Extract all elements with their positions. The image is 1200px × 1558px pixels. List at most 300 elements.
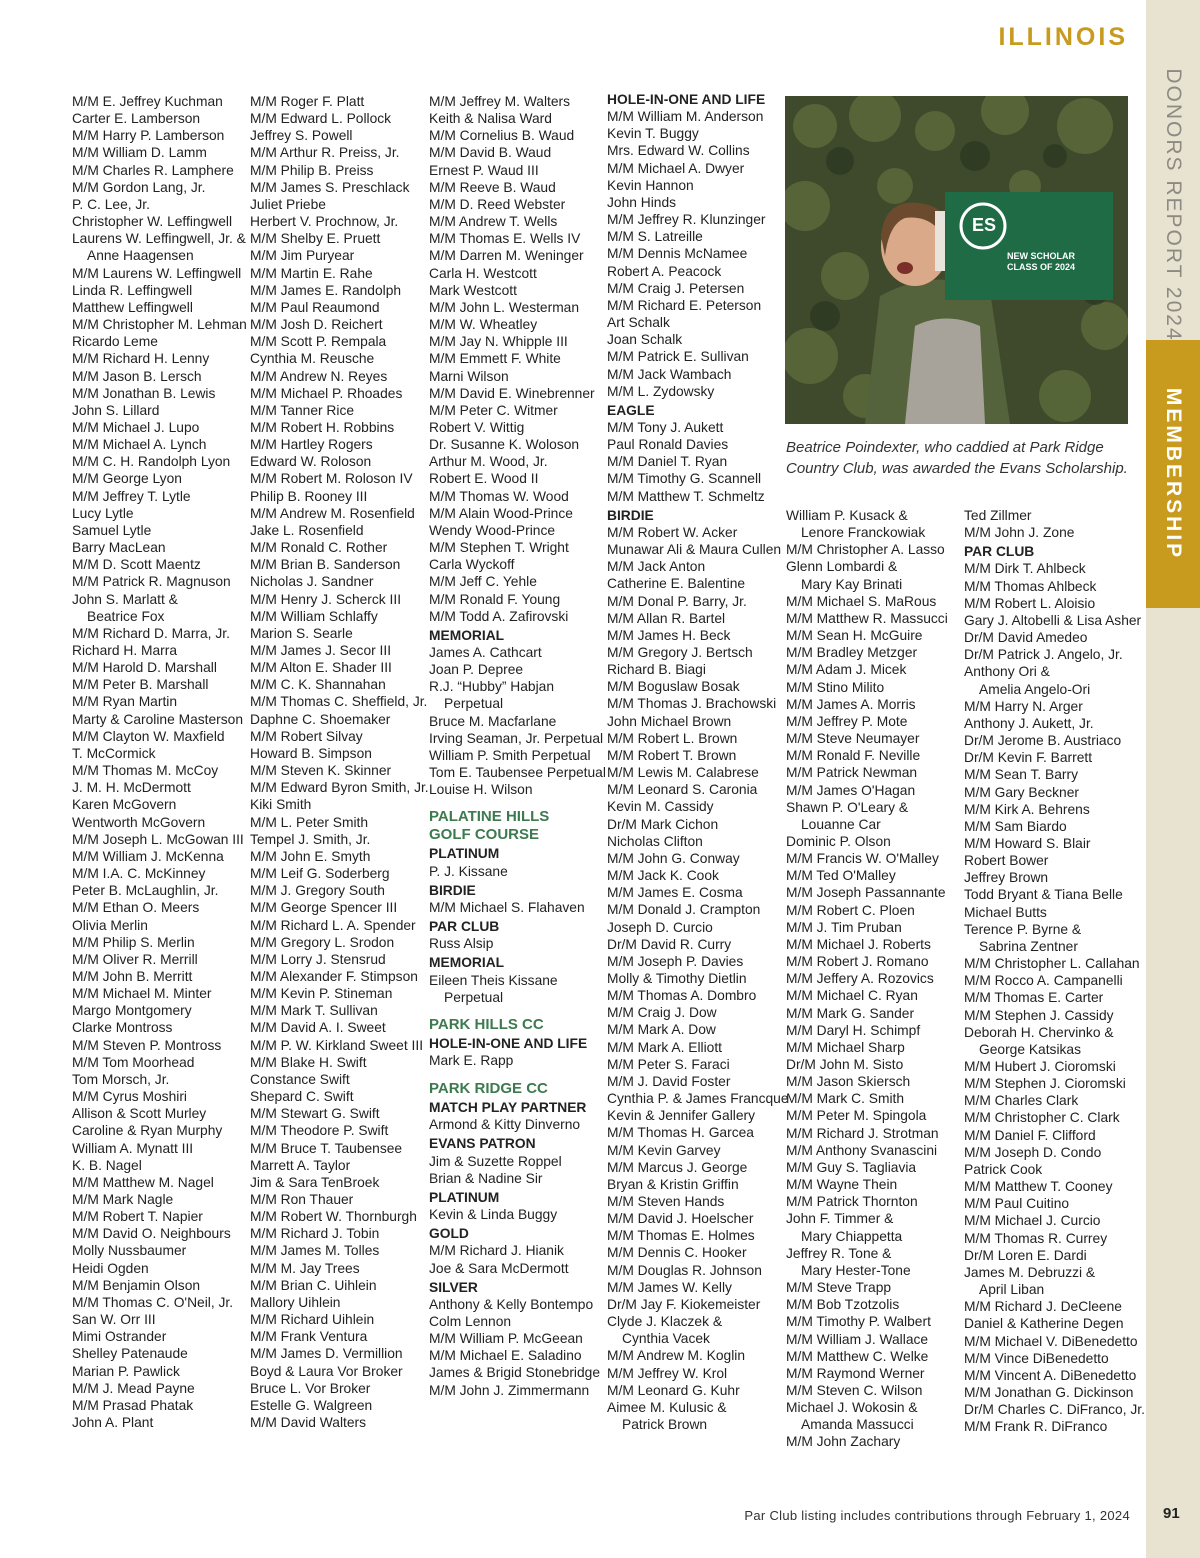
giving-level-heading: PAR CLUB [429, 919, 500, 935]
donor-name: M/M Patrick E. Sullivan [607, 349, 749, 365]
donor-name: Mallory Uihlein [250, 1294, 341, 1310]
donor-name: Arthur M. Wood, Jr. [429, 454, 548, 470]
donor-name: Matthew Leffingwell [72, 299, 193, 315]
donor-name: M/M Matthew R. Massucci [786, 610, 948, 626]
donor-name: M/M William J. Wallace [786, 1331, 929, 1347]
donor-name-continued: Anne Haagensen [87, 248, 194, 264]
donor-name: M/M Jeff C. Yehle [429, 574, 537, 590]
donor-name: M/M Raymond Werner [786, 1365, 925, 1381]
donor-name: Jim & Sara TenBroek [250, 1174, 380, 1190]
donor-name: M/M D. Scott Maentz [72, 557, 201, 573]
donor-name: Eileen Theis Kissane [429, 972, 558, 988]
donor-name: P. C. Lee, Jr. [72, 196, 150, 212]
donor-name: M/M Peter S. Faraci [607, 1056, 730, 1072]
donor-name: M/M Craig J. Petersen [607, 280, 745, 296]
donor-name: John A. Plant [72, 1415, 154, 1431]
donor-name: Gary J. Altobelli & Lisa Asher [964, 612, 1142, 628]
donor-name: Kevin & Linda Buggy [429, 1207, 558, 1223]
donor-name: M/M Anthony Svanascini [786, 1142, 938, 1158]
donor-name: Tom E. Taubensee Perpetual [429, 765, 606, 781]
donor-name: M/M Harry N. Arger [964, 698, 1083, 714]
donor-name: M/M Steve Trapp [786, 1280, 892, 1296]
donor-name: M/M Adam J. Micek [786, 662, 907, 678]
giving-level-heading: BIRDIE [607, 507, 654, 523]
donor-name: M/M William D. Lamm [72, 145, 207, 161]
donor-name: Cynthia M. Reusche [250, 351, 375, 367]
donor-name: M/M Richard L. A. Spender [250, 917, 416, 933]
donor-name: John Michael Brown [607, 713, 732, 729]
donor-name: M/M Daniel T. Ryan [607, 454, 728, 470]
donor-name: M/M Boguslaw Bosak [607, 679, 740, 695]
donor-name: Marion S. Searle [250, 625, 353, 641]
donor-name: M/M Jeffrey T. Lytle [72, 488, 191, 504]
donor-name: Nicholas Clifton [607, 833, 703, 849]
donor-name: Ted Zillmer [964, 508, 1032, 523]
donor-name-continued: April Liban [979, 1282, 1045, 1298]
donor-name: M/M Craig J. Dow [607, 1005, 717, 1021]
donor-name: John S. Lillard [72, 402, 160, 418]
donor-name: M/M James M. Tolles [250, 1243, 380, 1259]
donor-name: Samuel Lytle [72, 522, 152, 538]
donor-name: Jeffrey Brown [964, 870, 1049, 886]
donor-name: Estelle G. Walgreen [250, 1397, 373, 1413]
donor-name: Catherine E. Balentine [607, 576, 746, 592]
donor-name: M/M Steven Hands [607, 1194, 725, 1209]
donor-name: M/M William M. Anderson [607, 109, 764, 125]
donor-name: M/M Jeffrey P. Mote [786, 713, 908, 729]
donor-name: M/M M. Jay Trees [250, 1260, 360, 1276]
donor-name: M/M I.A. C. McKinney [72, 866, 206, 882]
donor-name: Juliet Priebe [250, 196, 326, 212]
donor-name: M/M Alton E. Shader III [250, 660, 392, 676]
donor-name: M/M Brian B. Sanderson [250, 557, 401, 573]
donor-name: M/M Joseph P. Davies [607, 953, 744, 969]
donor-name: M/M David O. Neighbours [72, 1226, 231, 1242]
donor-name: J. M. H. McDermott [72, 780, 191, 796]
donor-name: M/M Joseph Passannante [786, 885, 946, 901]
donor-name: M/M Michael J. Curcio [964, 1213, 1101, 1229]
donor-name: M/M Hubert J. Cioromski [964, 1059, 1116, 1074]
page-number: 91 [1163, 1505, 1180, 1522]
donor-name: M/M Brian C. Uihlein [250, 1277, 377, 1293]
donor-name: M/M Stephen J. Cioromski [964, 1076, 1126, 1092]
donor-name: M/M Scott P. Rempala [250, 334, 387, 350]
donor-name: Herbert V. Prochnow, Jr. [250, 214, 399, 230]
donor-name: M/M Peter M. Spingola [786, 1108, 927, 1124]
donor-name: Mrs. Edward W. Collins [607, 143, 750, 159]
donor-name: M/M Charles Clark [964, 1093, 1079, 1109]
club-heading: PARK HILLS CC [429, 1015, 544, 1033]
donor-name: M/M Harry P. Lamberson [72, 128, 225, 144]
donor-name: Glenn Lombardi & [786, 559, 898, 575]
donor-name: M/M Peter C. Witmer [429, 402, 558, 418]
donor-name: Robert A. Peacock [607, 263, 722, 279]
donor-name: William A. Mynatt III [72, 1140, 194, 1156]
donor-name: M/M Wayne Thein [786, 1177, 898, 1193]
donor-name: M/M Michael P. Rhoades [250, 385, 403, 401]
donor-name: M/M Charles R. Lamphere [72, 162, 234, 178]
donor-name: M/M Emmett F. White [429, 351, 561, 367]
donor-name: Dr/M Mark Cichon [607, 816, 719, 832]
donor-name: M/M Paul Reaumond [250, 299, 380, 315]
donor-name: Terence P. Byrne & [964, 921, 1082, 937]
donor-name: M/M Martin E. Rahe [250, 265, 373, 281]
donor-name: M/M Joseph L. McGowan III [72, 831, 244, 847]
donor-name: M/M Patrick Newman [786, 765, 918, 781]
donor-name: Daphne C. Shoemaker [250, 711, 391, 727]
donor-name: M/M Jeffrey R. Klunzinger [607, 212, 766, 228]
donor-name: M/M Stino Milito [786, 679, 885, 695]
donor-name-continued: Beatrice Fox [87, 608, 165, 624]
donor-name: M/M Alain Wood-Prince [429, 505, 573, 521]
donor-name: Kiki Smith [250, 797, 312, 813]
donor-name: M/M Christopher L. Callahan [964, 956, 1140, 972]
donor-name: M/M Oliver R. Merrill [72, 951, 198, 967]
donor-name: M/M Tom Moorhead [72, 1054, 195, 1070]
donor-name: M/M Richard Uihlein [250, 1312, 375, 1328]
donor-name: Colm Lennon [429, 1314, 512, 1329]
donor-name: M/M Michael S. Flahaven [429, 899, 585, 915]
giving-level-heading: PLATINUM [429, 846, 500, 862]
donor-name: M/M Lorry J. Stensrud [250, 951, 386, 967]
donor-name: M/M Thomas R. Currey [964, 1230, 1108, 1246]
donor-name: Dr/M Patrick J. Angelo, Jr. [964, 647, 1123, 663]
donor-name: M/M L. Peter Smith [250, 814, 369, 830]
donor-name: M/M George Lyon [72, 471, 182, 487]
donor-name: Mark Westcott [429, 282, 517, 298]
donor-name: M/M Thomas C. O'Neil, Jr. [72, 1294, 234, 1310]
photo-caption: Beatrice Poindexter, who caddied at Park Ridge Country Club, was awarded the Evans Scholarship. [786, 439, 1128, 477]
donor-name: M/M Robert W. Thornburgh [250, 1209, 417, 1225]
footer-note: Par Club listing includes contributions through February 1, 2024 [744, 1508, 1130, 1523]
donor-name: M/M Michael E. Saladino [429, 1348, 582, 1364]
donor-name: M/M Tanner Rice [250, 402, 355, 418]
donor-name: M/M Benjamin Olson [72, 1277, 201, 1293]
giving-level-heading: EVANS PATRON [429, 1136, 536, 1152]
donor-name: John F. Timmer & [786, 1211, 894, 1227]
donor-name: Edward W. Roloson [250, 454, 372, 470]
donor-name: M/M Andrew M. Koglin [607, 1348, 746, 1364]
donor-name: Richard H. Marra [72, 643, 178, 658]
donor-name: Tom Morsch, Jr. [72, 1071, 170, 1087]
donor-name: M/M Frank Ventura [250, 1329, 368, 1345]
donor-name: M/M P. W. Kirkland Sweet III [250, 1037, 424, 1053]
donor-name: M/M John J. Zimmermann [429, 1382, 590, 1398]
donor-name: M/M Frank R. DiFranco [964, 1419, 1108, 1435]
giving-level-heading: GOLD [429, 1226, 469, 1242]
donor-name: M/M Ron Thauer [250, 1192, 354, 1207]
donor-name: M/M George Spencer III [250, 900, 398, 916]
donor-name: Olivia Merlin [72, 917, 148, 933]
donor-name: M/M Philip B. Preiss [250, 162, 374, 178]
donor-name: M/M Daryl H. Schimpf [786, 1022, 921, 1038]
donor-name: M/M Jack Anton [607, 559, 706, 575]
donor-name: M/M W. Wheatley [429, 317, 538, 333]
donor-name: Wentworth McGovern [72, 814, 206, 830]
donor-name: M/M Arthur R. Preiss, Jr. [250, 145, 400, 161]
donor-name: Robert E. Wood II [429, 471, 539, 487]
donor-name: M/M J. Mead Payne [72, 1380, 195, 1396]
donor-name-continued: Perpetual [444, 696, 504, 712]
donor-name: M/M J. Tim Pruban [786, 919, 902, 935]
donor-name: Carter E. Lamberson [72, 111, 201, 127]
donor-name: M/M William Schlaffy [250, 608, 378, 624]
donor-name: M/M Robert H. Robbins [250, 419, 395, 435]
giving-level-heading: SILVER [429, 1279, 478, 1295]
donor-name: M/M Richard J. Hianik [429, 1243, 564, 1259]
club-heading: PARK RIDGE CC [429, 1079, 548, 1097]
donor-name: Dr/M Kevin F. Barrett [964, 750, 1093, 766]
flag-text [1007, 251, 1075, 273]
donor-name: Mimi Ostrander [72, 1329, 167, 1345]
donor-name: M/M Mark A. Elliott [607, 1039, 722, 1055]
donor-name: Kevin T. Buggy [607, 126, 699, 142]
donor-name: P. J. Kissane [429, 863, 508, 879]
donor-name: Armond & Kitty Dinverno [429, 1117, 581, 1133]
donor-name: M/M Patrick R. Magnuson [72, 574, 231, 590]
donor-column-4 [607, 91, 789, 1433]
flag-line-1: NEW SCHOLAR [1007, 251, 1075, 261]
donor-name: M/M L. Zydowsky [607, 383, 715, 399]
donor-name: M/M Ethan O. Meers [72, 900, 200, 916]
donor-name: Daniel & Katherine Degen [964, 1316, 1124, 1332]
donor-name: M/M Michael Sharp [786, 1039, 905, 1055]
donor-name: Howard B. Simpson [250, 745, 372, 761]
giving-level-heading: MEMORIAL [429, 955, 505, 971]
donor-name: Aimee M. Kulusic & [607, 1399, 727, 1415]
donor-name: M/M Richard J. Strotman [786, 1125, 939, 1141]
giving-level-heading: HOLE-IN-ONE AND LIFE [429, 1036, 588, 1052]
donor-name: James A. Cathcart [429, 645, 542, 660]
donor-name-continued: Amelia Angelo-Ori [979, 681, 1091, 697]
donor-name-continued: George Katsikas [979, 1041, 1081, 1057]
donor-name: Paul Ronald Davies [607, 437, 729, 453]
donor-name: M/M Ronald F. Young [429, 591, 561, 607]
donor-name: M/M Richard H. Lenny [72, 351, 210, 367]
donor-name: M/M Christopher M. Lehman [72, 317, 247, 333]
donor-name: Shelley Patenaude [72, 1346, 188, 1362]
donor-name: Robert V. Wittig [429, 419, 525, 435]
donor-name: M/M Dennis C. Hooker [607, 1245, 747, 1261]
donor-name: Heidi Ogden [72, 1260, 149, 1276]
donor-name: M/M Jeffery A. Rozovics [786, 971, 934, 987]
donor-name: M/M James O'Hagan [786, 782, 916, 798]
donor-name: Karen McGovern [72, 797, 177, 813]
donor-name: Anthony Ori & [964, 664, 1050, 680]
donor-name: M/M Michael M. Minter [72, 986, 212, 1002]
donor-name: Joe & Sara McDermott [429, 1260, 569, 1276]
donor-column-3 [429, 93, 606, 1399]
donor-name: Christopher W. Leffingwell [72, 214, 233, 230]
donor-name: M/M Robert C. Ploen [786, 902, 915, 918]
donor-name: Bruce L. Vor Broker [250, 1380, 371, 1396]
donor-name: M/M Joseph D. Condo [964, 1144, 1102, 1160]
donor-name: M/M Thomas J. Brachowski [607, 696, 777, 712]
donor-name: M/M Roger F. Platt [250, 94, 365, 109]
donor-name: M/M Robert W. Acker [607, 524, 738, 540]
donor-name: M/M Allan R. Bartel [607, 610, 726, 626]
donor-name: Kevin & Jennifer Gallery [607, 1108, 755, 1124]
giving-level-heading: MEMORIAL [429, 627, 505, 643]
donor-name: M/M Donald J. Crampton [607, 902, 761, 918]
giving-level-heading: EAGLE [607, 402, 655, 418]
donor-name: M/M Kevin P. Stineman [250, 986, 393, 1002]
donor-name: M/M Theodore P. Swift [250, 1123, 389, 1139]
donor-name-continued: Louanne Car [801, 816, 881, 832]
donor-name: Louise H. Wilson [429, 782, 533, 798]
donor-name: Shepard C. Swift [250, 1089, 354, 1105]
donor-name: Robert Bower [964, 853, 1049, 869]
donor-name: M/M Gregory L. Srodon [250, 934, 395, 950]
donor-name: San W. Orr III [72, 1312, 156, 1328]
donor-name-continued: Cynthia Vacek [622, 1331, 710, 1347]
donor-name: Dr/M John M. Sisto [786, 1057, 904, 1072]
donor-name: M/M Howard S. Blair [964, 835, 1091, 851]
donor-column-1 [72, 93, 247, 1431]
donor-name: M/M Prasad Phatak [72, 1397, 194, 1413]
club-heading: PALATINE HILLS [429, 808, 550, 826]
donor-name: M/M James H. Beck [607, 627, 731, 643]
donor-name: Michael J. Wokosin & [786, 1400, 918, 1416]
donor-name: M/M Thomas C. Sheffield, Jr. [250, 694, 428, 710]
donor-name: M/M Sam Biardo [964, 818, 1067, 834]
donor-name: M/M Robert J. Romano [786, 954, 929, 970]
donor-name: Laurens W. Leffingwell, Jr. & [72, 231, 246, 247]
donor-name: M/M Michael S. MaRous [786, 593, 937, 609]
donor-name: Brian & Nadine Sir [429, 1170, 543, 1186]
donor-name: M/M Jack Wambach [607, 366, 732, 382]
donor-name: M/M Christopher A. Lasso [786, 542, 945, 558]
report-label: DONORS REPORT 2024 [1162, 68, 1185, 342]
donor-name: M/M Lewis M. Calabrese [607, 765, 759, 781]
donor-name: M/M James E. Randolph [250, 282, 402, 298]
donor-name: M/M Thomas E. Wells IV [429, 231, 581, 247]
donor-name: Lucy Lytle [72, 505, 134, 521]
giving-level-heading: HOLE-IN-ONE AND LIFE [607, 92, 766, 107]
donor-name: M/M Clayton W. Maxfield [72, 728, 225, 744]
donor-name: M/M Thomas Ahlbeck [964, 578, 1097, 594]
donor-name: M/M E. Jeffrey Kuchman [72, 94, 223, 109]
donor-name: Jake L. Rosenfield [250, 522, 364, 538]
donor-name: William P. Kusack & [786, 508, 908, 523]
donor-name: Bruce M. Macfarlane [429, 713, 557, 729]
donor-name: Constance Swift [250, 1071, 350, 1087]
flag-logo: ES [972, 215, 997, 235]
donor-name: M/M Gary Beckner [964, 784, 1079, 800]
donor-name: M/M Mark Nagle [72, 1192, 174, 1207]
donor-name: Peter B. McLaughlin, Jr. [72, 883, 219, 899]
donor-name: M/M C. K. Shannahan [250, 677, 386, 693]
donor-name: Jeffrey R. Tone & [786, 1245, 892, 1261]
donor-name: Michael Butts [964, 904, 1047, 920]
donor-name: M/M Michael A. Lynch [72, 437, 207, 453]
donor-column-2 [250, 93, 429, 1431]
donor-name: M/M Philip S. Merlin [72, 934, 195, 950]
donor-name: M/M Robert L. Brown [607, 730, 738, 746]
donor-name: M/M Robert Silvay [250, 728, 363, 744]
donor-column-5 [786, 507, 958, 1451]
giving-level-heading: PAR CLUB [964, 544, 1035, 560]
donor-name: M/M Jack K. Cook [607, 868, 719, 884]
donor-name: M/M James W. Kelly [607, 1279, 732, 1295]
scholar-photo [785, 96, 1128, 424]
donor-name: M/M Robert T. Brown [607, 747, 737, 763]
donor-name: M/M Gordon Lang, Jr. [72, 179, 206, 195]
donor-name: M/M Hartley Rogers [250, 437, 373, 453]
donor-name: M/M Robert T. Napier [72, 1209, 203, 1225]
donor-name: M/M Tony J. Aukett [607, 419, 724, 435]
donor-name: Dr/M Charles C. DiFranco, Jr. [964, 1402, 1145, 1418]
donor-name: Jeffrey S. Powell [250, 128, 353, 144]
donor-name: M/M John G. Conway [607, 850, 740, 866]
donor-name: M/M Matthew C. Welke [786, 1348, 929, 1364]
donor-column-6 [964, 507, 1145, 1435]
donor-name: M/M Francis W. O'Malley [786, 851, 939, 867]
donor-name: M/M Michael V. DiBenedetto [964, 1333, 1138, 1349]
donor-name: M/M Jeffrey M. Walters [429, 94, 571, 109]
donor-name: M/M Timothy P. Walbert [786, 1314, 931, 1330]
donor-name: M/M Blake H. Swift [250, 1054, 367, 1070]
donor-name: M/M Mark C. Smith [786, 1091, 905, 1107]
donor-name: Joan P. Depree [429, 662, 524, 678]
donor-name-continued: Mary Kay Brinati [801, 576, 903, 592]
donor-name: Keith & Nalisa Ward [429, 111, 552, 127]
donor-name: M/M Michael A. Dwyer [607, 160, 745, 176]
donor-name: Anthony & Kelly Bontempo [429, 1296, 594, 1312]
donor-name: M/M Guy S. Tagliavia [786, 1159, 917, 1175]
donor-name: M/M Josh D. Reichert [250, 317, 383, 333]
donor-name: Irving Seaman, Jr. Perpetual [429, 730, 604, 746]
donor-name: M/M David B. Waud [429, 145, 552, 161]
donor-name: Joan Schalk [607, 332, 683, 348]
donor-name: Mark E. Rapp [429, 1053, 514, 1069]
donor-name: Caroline & Ryan Murphy [72, 1123, 223, 1139]
donor-name: M/M Kirk A. Behrens [964, 801, 1090, 817]
donor-name: Allison & Scott Murley [72, 1106, 207, 1122]
donor-name: Tempel J. Smith, Jr. [250, 831, 371, 847]
donor-name: Richard B. Biagi [607, 662, 706, 678]
donor-name: M/M Matthew T. Schmeltz [607, 488, 765, 504]
donor-name: K. B. Nagel [72, 1157, 142, 1173]
donor-name: M/M Richard D. Marra, Jr. [72, 625, 230, 641]
donor-name: M/M Andrew T. Wells [429, 214, 558, 230]
donor-name: M/M Peter B. Marshall [72, 677, 209, 693]
donor-name: M/M Marcus J. George [607, 1159, 748, 1175]
donor-name: M/M John B. Merritt [72, 968, 193, 984]
donor-name: T. McCormick [72, 745, 156, 761]
donor-name: M/M Andrew M. Rosenfield [250, 505, 415, 521]
donor-name: M/M John E. Smyth [250, 848, 371, 864]
donor-name: M/M Stephen T. Wright [429, 540, 569, 556]
flag-line-2: CLASS OF 2024 [1007, 262, 1076, 272]
donor-name: M/M John Zachary [786, 1434, 901, 1450]
donor-name: M/M Leonard G. Kuhr [607, 1382, 740, 1398]
donor-name: M/M Robert L. Aloisio [964, 595, 1096, 611]
donor-name: M/M Laurens W. Leffingwell [72, 265, 242, 281]
donor-name: M/M Richard J. Tobin [250, 1226, 380, 1242]
donor-name: M/M Stewart G. Swift [250, 1106, 380, 1122]
donor-name: Bryan & Kristin Griffin [607, 1176, 739, 1192]
donor-name: Shawn P. O'Leary & [786, 799, 909, 815]
donor-name: Ernest P. Waud III [429, 162, 539, 178]
donor-name: M/M Richard E. Peterson [607, 297, 762, 313]
donor-name: M/M Leif G. Soderberg [250, 866, 390, 882]
donor-name: M/M Ted O'Malley [786, 868, 896, 884]
donor-name: M/M Donal P. Barry, Jr. [607, 593, 747, 609]
donor-name: James M. Debruzzi & [964, 1264, 1096, 1280]
donor-name: M/M Cyrus Moshiri [72, 1089, 187, 1105]
donor-name: M/M Mark G. Sander [786, 1005, 915, 1021]
